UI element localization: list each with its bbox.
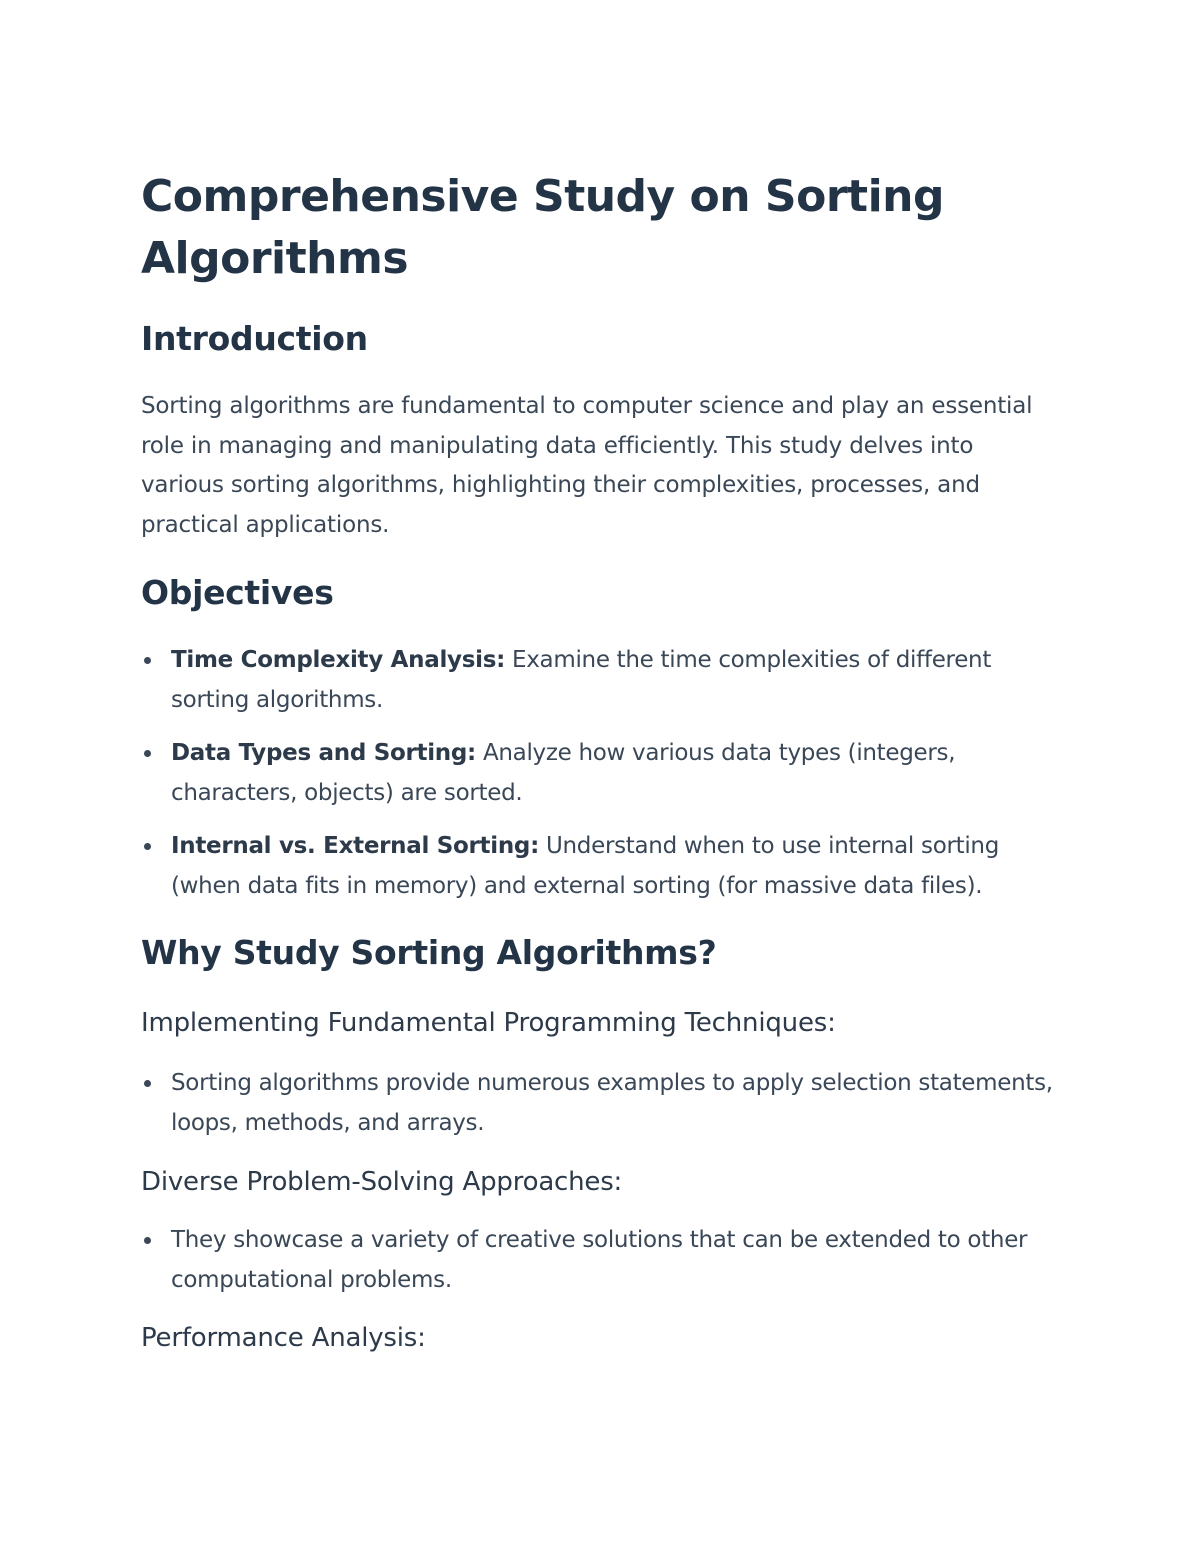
objectives-list xyxy=(141,641,1061,906)
objectives-heading: Objectives xyxy=(141,573,334,612)
objective-text: Analyze how various data types (integers, characters, objects) are sorted. xyxy=(171,740,956,806)
objective-text: Understand when to use internal sorting (when data fits in memory) and external sorting (for massive data files). xyxy=(171,833,1000,899)
objective-text: Examine the time complexities of different sorting algorithms. xyxy=(171,647,992,713)
bullet-icon xyxy=(144,1080,151,1087)
bullet-icon xyxy=(144,657,151,664)
objective-item xyxy=(141,734,1061,813)
list-item-text: They showcase a variety of creative solutions that can be extended to other computational problems. xyxy=(171,1227,1028,1293)
list-item xyxy=(141,1221,1061,1300)
objective-item xyxy=(141,641,1061,720)
list-item xyxy=(141,1064,1061,1143)
objective-label: Internal vs. External Sorting: xyxy=(171,833,539,859)
approaches-list xyxy=(141,1221,1061,1300)
document-title: Comprehensive Study on Sorting Algorithms xyxy=(141,171,944,284)
why-study-heading: Why Study Sorting Algorithms? xyxy=(141,933,717,972)
list-item-text: Sorting algorithms provide numerous examples to apply selection statements, loops, methods, and arrays. xyxy=(171,1070,1053,1136)
bullet-icon xyxy=(144,843,151,850)
subheading-techniques: Implementing Fundamental Programming Techniques: xyxy=(141,1008,836,1038)
bullet-icon xyxy=(144,1237,151,1244)
introduction-paragraph: Sorting algorithms are fundamental to computer science and play an essential role in managing and manipulating data efficiently. This study delves into various sorting algorithms, highlighting their complexities, processes, and practical applications. xyxy=(141,393,1033,538)
subheading-performance: Performance Analysis: xyxy=(141,1323,426,1353)
subheading-approaches: Diverse Problem-Solving Approaches: xyxy=(141,1167,623,1197)
bullet-icon xyxy=(144,750,151,757)
introduction-heading: Introduction xyxy=(141,319,368,358)
techniques-list xyxy=(141,1064,1061,1143)
objective-item xyxy=(141,827,1061,906)
objective-label: Data Types and Sorting: xyxy=(171,740,476,766)
objective-label: Time Complexity Analysis: xyxy=(171,647,505,673)
